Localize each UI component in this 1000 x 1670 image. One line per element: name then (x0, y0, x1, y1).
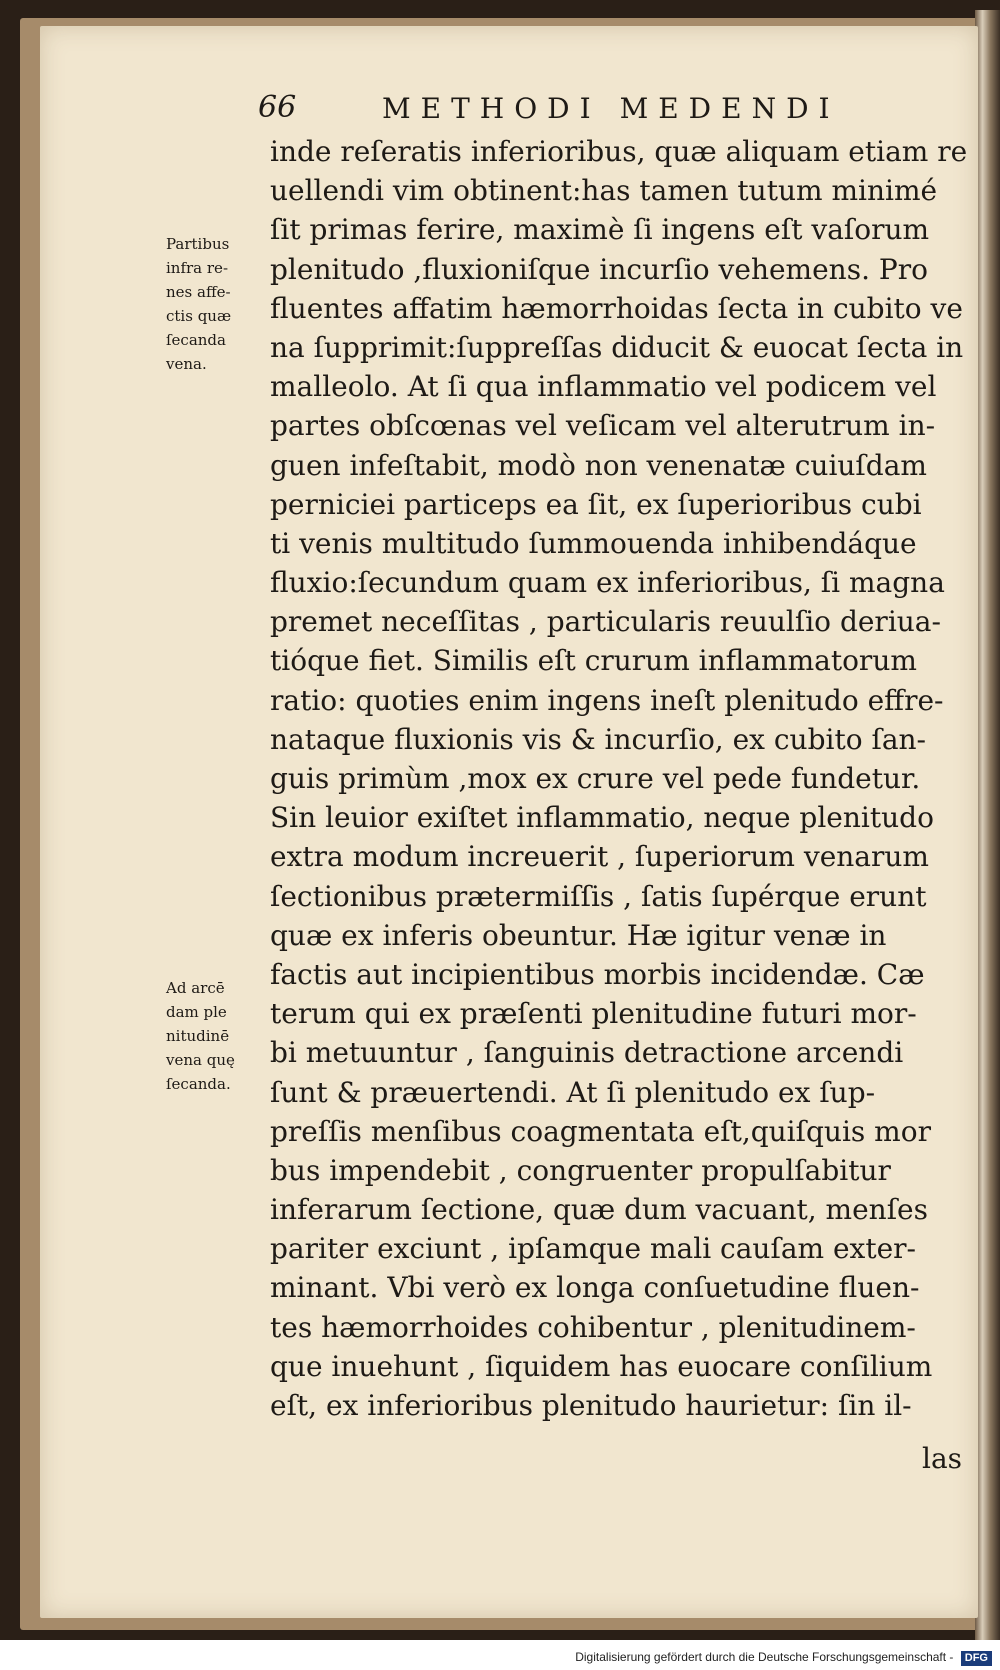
marginal-line: nes affe- (166, 283, 231, 301)
text-line: perniciei particeps ea ſit, ex ſuperioribus cubi (270, 487, 922, 521)
text-line: ſunt & præuertendi. At ſi plenitudo ex ſup- (270, 1075, 876, 1109)
marginal-line: nitudinē (166, 1027, 230, 1045)
text-line: minant. Vbi verò ex longa conſuetudine fluen- (270, 1271, 920, 1305)
marginal-line: vena. (166, 355, 207, 373)
text-line: fluxio:ſecundum quam ex inferioribus, ſi magna (270, 566, 945, 600)
text-line: Sin leuior exiſtet inflammatio, neque plenitudo (270, 801, 934, 835)
text-line: nataque fluxionis vis & incurſio, ex cubito ſan- (270, 722, 927, 756)
marginal-line: dam ple (166, 1003, 227, 1021)
text-line: guen infeſtabit, modò non venenatæ cuiuſdam (270, 448, 927, 482)
text-line: bus impendebit , congruenter propulſabitur (270, 1153, 891, 1187)
text-line: preſſis menſibus coagmentata eſt,quiſquis mor (270, 1114, 931, 1148)
text-line: inde reſeratis inferioribus, quæ aliquam etiam re (270, 135, 968, 168)
text-line: plenitudo ,fluxioniſque incurſio vehemens. Pro (270, 252, 928, 286)
body-text (270, 132, 970, 1425)
marginal-line: ſecanda. (166, 1075, 231, 1093)
credit-text: Digitalisierung gefördert durch die Deutsche Forschungsgemeinschaft - (575, 1650, 954, 1664)
text-line: na ſupprimit:ſuppreſſas diducit & euocat ſecta in (270, 330, 964, 364)
text-line: inferarum ſectione, quæ dum vacuant, menſes (270, 1193, 928, 1227)
text-line: extra modum increuerit , ſuperiorum venarum (270, 840, 929, 874)
marginal-note (166, 232, 262, 376)
marginal-line: infra re- (166, 259, 229, 277)
marginal-line: ctis quæ (166, 307, 232, 325)
dfg-logo: DFG (961, 1651, 992, 1666)
text-line: malleolo. At ſi qua inflammatio vel podicem vel (270, 370, 937, 404)
running-title: METHODI MEDENDI (382, 92, 840, 125)
text-line: ti venis multitudo ſummouenda inhibendáque (270, 526, 917, 560)
text-line: que inuehunt , ſiquidem has euocare conſilium (270, 1349, 933, 1383)
text-line: ſectionibus prætermiſſis , ſatis ſupérque erunt (270, 879, 927, 913)
text-line: factis aut incipientibus morbis incidendæ. Cæ (270, 957, 925, 991)
catchword: las (922, 1442, 963, 1475)
text-line: ratio: quoties enim ingens ineſt plenitudo effre- (270, 683, 944, 717)
page-header (258, 90, 958, 130)
text-line: bi metuuntur , ſanguinis detractione arcendi (270, 1036, 904, 1070)
text-line: uellendi vim obtinent:has tamen tutum minimé (270, 174, 938, 208)
digitization-credit (0, 1650, 992, 1670)
text-line: tióque fiet. Similis eſt crurum inflammatorum (270, 644, 917, 678)
marginal-note (166, 976, 262, 1096)
text-line: partes obſcœnas vel veſicam vel alterutrum in- (270, 409, 936, 443)
text-line: ſit primas ferire, maximè ſi ingens eſt vaſorum (270, 213, 930, 247)
text-line: guis primùm ,mox ex crure vel pede fundetur. (270, 762, 921, 795)
marginal-line: vena quę (166, 1051, 235, 1069)
text-line: quæ ex inferis obeuntur. Hæ igitur venæ in (270, 918, 887, 952)
text-line: terum qui ex præſenti plenitudine futuri mor- (270, 997, 917, 1031)
text-line: tes hæmorrhoides cohibentur , plenitudinem- (270, 1310, 916, 1344)
folio-number: 66 (258, 90, 297, 125)
text-line: fluentes affatim hæmorrhoidas ſecta in cubito ve (270, 291, 963, 325)
marginal-line: Ad arcē (166, 979, 225, 997)
text-line: premet neceſſitas , particularis reuulſio deriua- (270, 605, 941, 639)
text-line: eſt, ex inferioribus plenitudo haurietur: ſin il- (270, 1389, 912, 1422)
text-line: pariter exciunt , ipſamque mali cauſam exter- (270, 1232, 916, 1266)
book-edge (975, 10, 1000, 1640)
marginal-line: Partibus (166, 235, 230, 253)
marginal-line: ſecanda (166, 331, 226, 349)
